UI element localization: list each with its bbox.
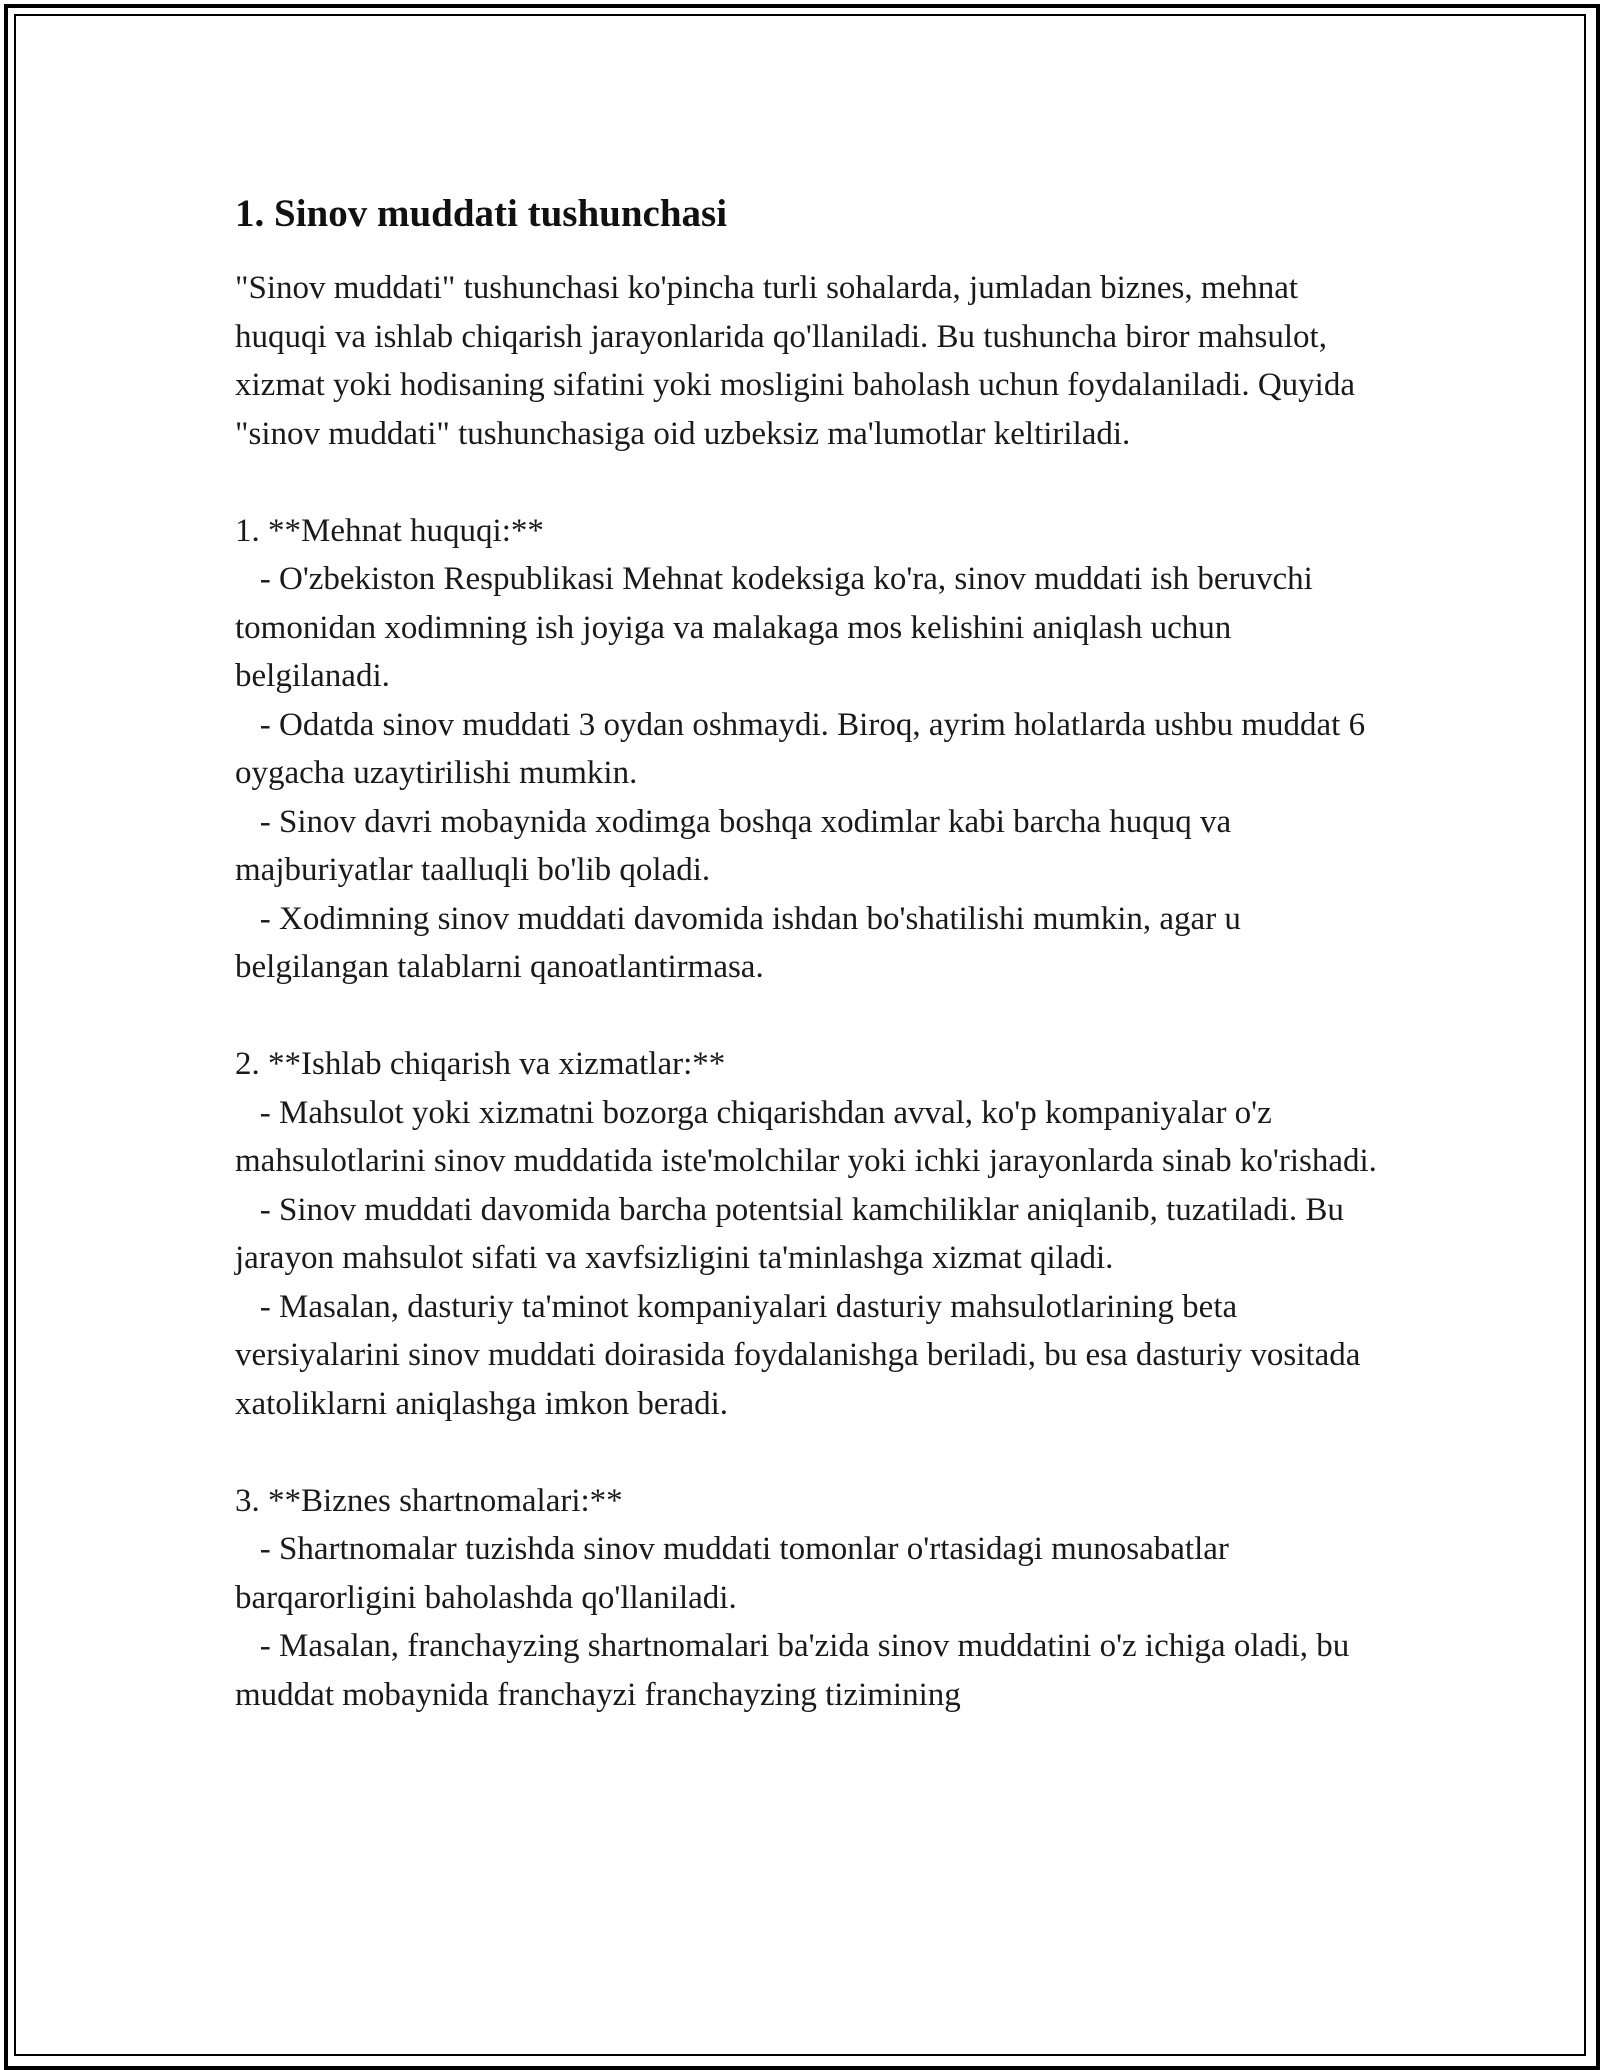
section-biznes-shartnomalari [235,1477,1385,1720]
list-item: - Sinov davri mobaynida xodimga boshqa xodimlar kabi barcha huquq va majburiyatlar taalluqli bo'lib qoladi. [235,803,1240,888]
spacer [235,992,1385,1041]
section-ishlab-chiqarish [235,1040,1385,1428]
document-body [235,186,1385,1719]
section-heading: 3. **Biznes shartnomalari:** [235,1482,623,1519]
list-item: - Odatda sinov muddati 3 oydan oshmaydi. Biroq, ayrim holatlarda ushbu muddat 6 oygacha uzaytirilishi mumkin. [235,706,1374,791]
list-item: - O'zbekiston Respublikasi Mehnat kodeksiga ko'ra, sinov muddati ish beruvchi tomonidan xodimning ish joyiga va malakaga mos kelishini aniqlash uchun belgilanadi. [235,561,1322,694]
list-item: - Masalan, franchayzing shartnomalari ba'zida sinov muddatini o'z ichiga oladi, bu muddat mobaynida franchayzi franchayzing tizimining [235,1628,1358,1713]
list-item: - Mahsulot yoki xizmatni bozorga chiqarishdan avval, ko'p kompaniyalar o'z mahsulotlarini sinov muddatida iste'molchilar yoki ichki jarayonlarda sinab ko'rishadi. [235,1094,1377,1179]
intro-paragraph: "Sinov muddati" tushunchasi ko'pincha turli sohalarda, jumladan biznes, mehnat huquqi va ishlab chiqarish jarayonlarida qo'llaniladi. Bu tushuncha biror mahsulot, xizmat yoki hodisaning sifatini yoki mosligini baholash uchun foydalaniladi. Quyida "sinov muddati" tushunchasiga oid uzbeksiz ma'lumotlar keltiriladi. [235,270,1364,452]
list-item: - Shartnomalar tuzishda sinov muddati tomonlar o'rtasidagi munosabatlar barqarorligini baholashda qo'llaniladi. [235,1531,1238,1616]
document-title: 1. Sinov muddati tushunchasi [235,192,728,235]
list-item: - Sinov muddati davomida barcha potentsial kamchiliklar aniqlanib, tuzatiladi. Bu jarayon mahsulot sifati va xavfsizligini ta'minlashga xizmat qiladi. [235,1191,1353,1276]
spacer [235,458,1385,507]
section-mehnat-huquqi [235,507,1385,992]
section-heading: 2. **Ishlab chiqarish va xizmatlar:** [235,1046,726,1082]
list-item: - Xodimning sinov muddati davomida ishdan bo'shatilishi mumkin, agar u belgilangan talablarni qanoatlantirmasa. [235,900,1250,985]
section-heading: 1. **Mehnat huquqi:** [235,512,544,549]
list-item: - Masalan, dasturiy ta'minot kompaniyalari dasturiy mahsulotlarining beta versiyalarini sinov muddati doirasida foydalanishga beriladi, bu esa dasturiy vositada xatoliklarni aniqlashga imkon beradi. [235,1288,1369,1422]
spacer [235,1428,1385,1477]
